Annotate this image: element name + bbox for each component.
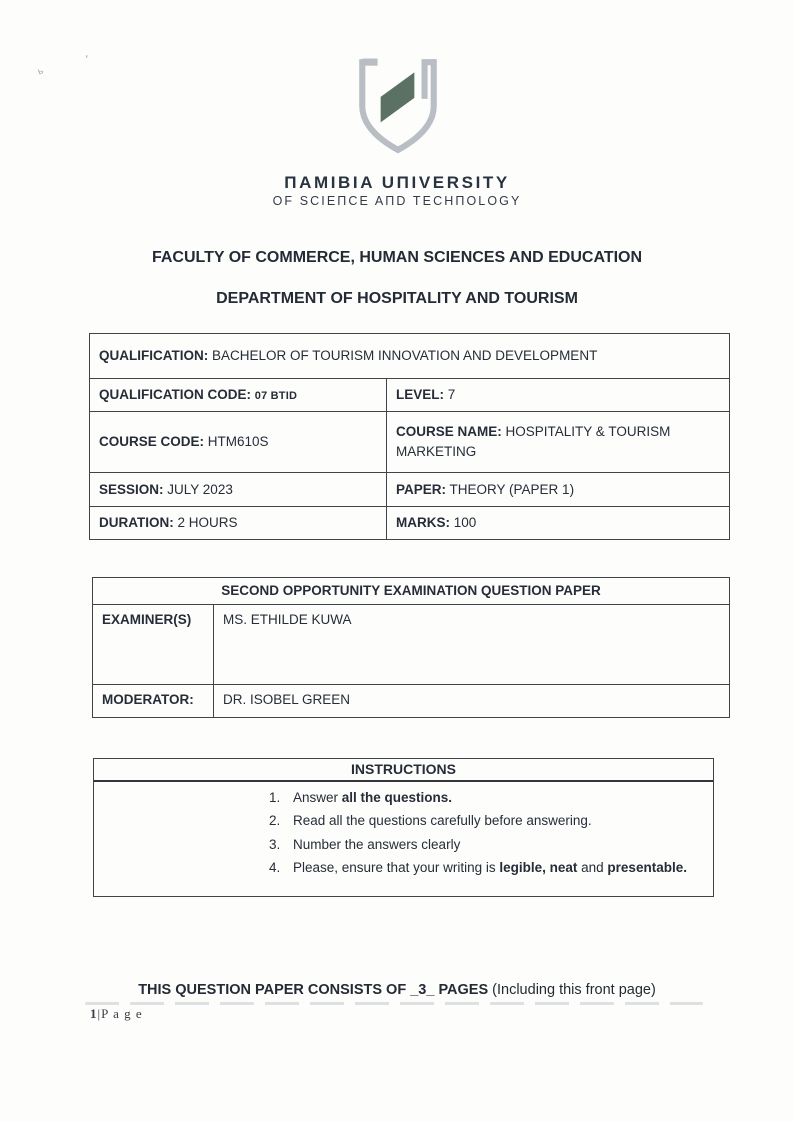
- qualification-label: QUALIFICATION:: [99, 348, 209, 364]
- table-row: [90, 412, 730, 473]
- instruction-number: 3.: [269, 836, 281, 852]
- duration-cell: [90, 507, 387, 540]
- instruction-item: [269, 791, 703, 806]
- marks-cell: [387, 507, 730, 540]
- table-row: [90, 473, 730, 507]
- table-row: [93, 605, 730, 685]
- university-tagline: OF SCIEΠCE AΠD TECHΠOLOGY: [272, 194, 522, 208]
- course-info-table: [89, 333, 730, 540]
- session-value: JULY 2023: [167, 481, 233, 497]
- exam-paper-title: SECOND OPPORTUNITY EXAMINATION QUESTION PAPER: [93, 578, 730, 605]
- level-label: LEVEL:: [396, 387, 445, 403]
- page-separator: |: [97, 1006, 102, 1021]
- qualification-cell: [90, 334, 730, 379]
- instruction-item: [269, 838, 703, 853]
- instruction-text: Please, ensure that your writing is legible, neat and presentable.: [293, 860, 687, 876]
- instruction-text: Read all the questions carefully before answering.: [293, 813, 592, 829]
- course-code-cell: [90, 412, 387, 473]
- instruction-item: [269, 814, 703, 829]
- instructions-list: [94, 782, 713, 876]
- instruction-item: [269, 861, 703, 876]
- session-label: SESSION:: [99, 481, 164, 497]
- paper-label: PAPER:: [396, 481, 447, 497]
- scan-mark: ’: [84, 53, 89, 67]
- instruction-number: 2.: [269, 813, 281, 829]
- page-word: P a g e: [101, 1006, 143, 1021]
- qualification-value: BACHELOR OF TOURISM INNOVATION AND DEVELOPMENT: [212, 348, 598, 364]
- scan-smudge-line: [85, 1002, 703, 1005]
- instructions-box: [93, 758, 714, 897]
- course-code-label: COURSE CODE:: [99, 434, 205, 450]
- university-name: ΠAMIBIA UΠIVERSITY: [284, 173, 510, 192]
- page-number: 1: [90, 1006, 98, 1021]
- table-row: [93, 685, 730, 718]
- paper-cell: [387, 473, 730, 507]
- qualification-code-label: QUALIFICATION CODE:: [99, 387, 251, 403]
- table-row: [90, 334, 730, 379]
- marks-label: MARKS:: [396, 515, 450, 531]
- instruction-text: Number the answers clearly: [293, 836, 461, 852]
- page-number-footer: [90, 1006, 143, 1022]
- course-name-label: COURSE NAME:: [396, 424, 502, 440]
- moderator-label: MODERATOR:: [93, 685, 214, 718]
- examiner-table: [92, 577, 730, 718]
- faculty-heading: FACULTY OF COMMERCE, HUMAN SCIENCES AND EDUCATION: [151, 249, 643, 266]
- instruction-number: 4.: [269, 860, 281, 876]
- page-count-bold: THIS QUESTION PAPER CONSISTS OF _3_ PAGES: [138, 982, 489, 998]
- nust-shield-logo-icon: [357, 56, 439, 154]
- department-heading: DEPARTMENT OF HOSPITALITY AND TOURISM: [216, 290, 578, 307]
- table-row: [90, 507, 730, 540]
- examiner-label: EXAMINER(S): [93, 605, 214, 685]
- qualification-code-cell: [90, 379, 387, 412]
- page-count-line: [0, 982, 794, 998]
- marks-value: 100: [453, 515, 477, 531]
- paper-value: THEORY (PAPER 1): [449, 481, 575, 497]
- course-code-value: HTM610S: [207, 434, 269, 450]
- qualification-code-value: 07 BTID: [254, 390, 298, 403]
- course-name-cell: [387, 412, 730, 473]
- scan-mark: ь​: [36, 65, 45, 78]
- duration-value: 2 HOURS: [177, 515, 238, 531]
- instruction-number: 1.: [269, 790, 281, 805]
- page-count-note: (Including this front page): [488, 982, 656, 998]
- instruction-text: Answer all the questions.: [293, 790, 453, 805]
- examiner-value: MS. ETHILDE KUWA: [214, 605, 730, 685]
- instructions-title: INSTRUCTIONS: [94, 759, 713, 782]
- table-row: [93, 578, 730, 605]
- table-row: [90, 379, 730, 412]
- level-cell: [387, 379, 730, 412]
- moderator-value: DR. ISOBEL GREEN: [214, 685, 730, 718]
- level-value: 7: [447, 387, 456, 403]
- duration-label: DURATION:: [99, 515, 174, 531]
- course-name-value: HOSPITALITY & TOURISM MARKETING: [396, 424, 671, 459]
- session-cell: [90, 473, 387, 507]
